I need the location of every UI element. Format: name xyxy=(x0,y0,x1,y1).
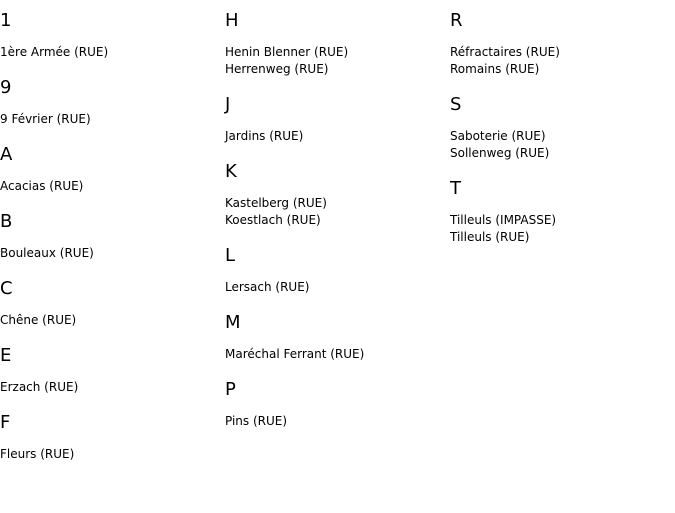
street-index-column-3 xyxy=(450,10,675,262)
letter-heading: K xyxy=(225,161,237,182)
letter-heading: E xyxy=(0,345,12,366)
street-link[interactable]: 9 Février (RUE) xyxy=(0,112,91,126)
street-link[interactable]: Tilleuls (RUE) xyxy=(450,230,530,244)
street-link[interactable]: Chêne (RUE) xyxy=(0,313,77,327)
street-link[interactable]: 1ère Armée (RUE) xyxy=(0,45,109,59)
street-link[interactable]: Henin Blenner (RUE) xyxy=(225,45,349,59)
street-link[interactable]: Jardins (RUE) xyxy=(225,129,304,143)
street-link[interactable]: Tilleuls (IMPASSE) xyxy=(450,213,557,227)
street-link[interactable]: Saboterie (RUE) xyxy=(450,129,546,143)
letter-group xyxy=(225,94,450,145)
letter-heading: 9 xyxy=(0,77,12,98)
letter-group xyxy=(225,10,450,78)
letter-group xyxy=(225,161,450,229)
street-link[interactable]: Bouleaux (RUE) xyxy=(0,246,94,260)
street-link[interactable]: Erzach (RUE) xyxy=(0,380,79,394)
letter-group xyxy=(0,211,225,262)
street-link[interactable]: Maréchal Ferrant (RUE) xyxy=(225,347,365,361)
street-link[interactable]: Réfractaires (RUE) xyxy=(450,45,560,59)
letter-group xyxy=(450,94,675,162)
letter-group xyxy=(225,312,450,363)
street-link[interactable]: Sollenweg (RUE) xyxy=(450,146,550,160)
letter-group xyxy=(0,278,225,329)
letter-heading: H xyxy=(225,10,239,31)
letter-group xyxy=(0,345,225,396)
letter-heading: C xyxy=(0,278,13,299)
letter-heading: 1 xyxy=(0,10,12,31)
letter-heading: A xyxy=(0,144,13,165)
letter-heading: J xyxy=(225,94,231,115)
letter-heading: S xyxy=(450,94,462,115)
street-link[interactable]: Koestlach (RUE) xyxy=(225,213,321,227)
letter-heading: R xyxy=(450,10,463,31)
letter-heading: P xyxy=(225,379,236,400)
letter-heading: T xyxy=(450,178,461,199)
street-link[interactable]: Acacias (RUE) xyxy=(0,179,84,193)
street-index-column-1 xyxy=(0,10,225,479)
letter-group xyxy=(0,77,225,128)
letter-group xyxy=(450,10,675,78)
street-link[interactable]: Herrenweg (RUE) xyxy=(225,62,329,76)
letter-group xyxy=(0,412,225,463)
letter-group xyxy=(225,245,450,296)
letter-heading: M xyxy=(225,312,241,333)
letter-group xyxy=(0,10,225,61)
street-link[interactable]: Fleurs (RUE) xyxy=(0,447,75,461)
street-index-column-2 xyxy=(225,10,450,446)
street-link[interactable]: Kastelberg (RUE) xyxy=(225,196,327,210)
letter-group xyxy=(0,144,225,195)
letter-group xyxy=(450,178,675,246)
letter-group xyxy=(225,379,450,430)
street-link[interactable]: Lersach (RUE) xyxy=(225,280,310,294)
street-link[interactable]: Romains (RUE) xyxy=(450,62,540,76)
street-link[interactable]: Pins (RUE) xyxy=(225,414,288,428)
letter-heading: B xyxy=(0,211,13,232)
letter-heading: F xyxy=(0,412,11,433)
letter-heading: L xyxy=(225,245,236,266)
